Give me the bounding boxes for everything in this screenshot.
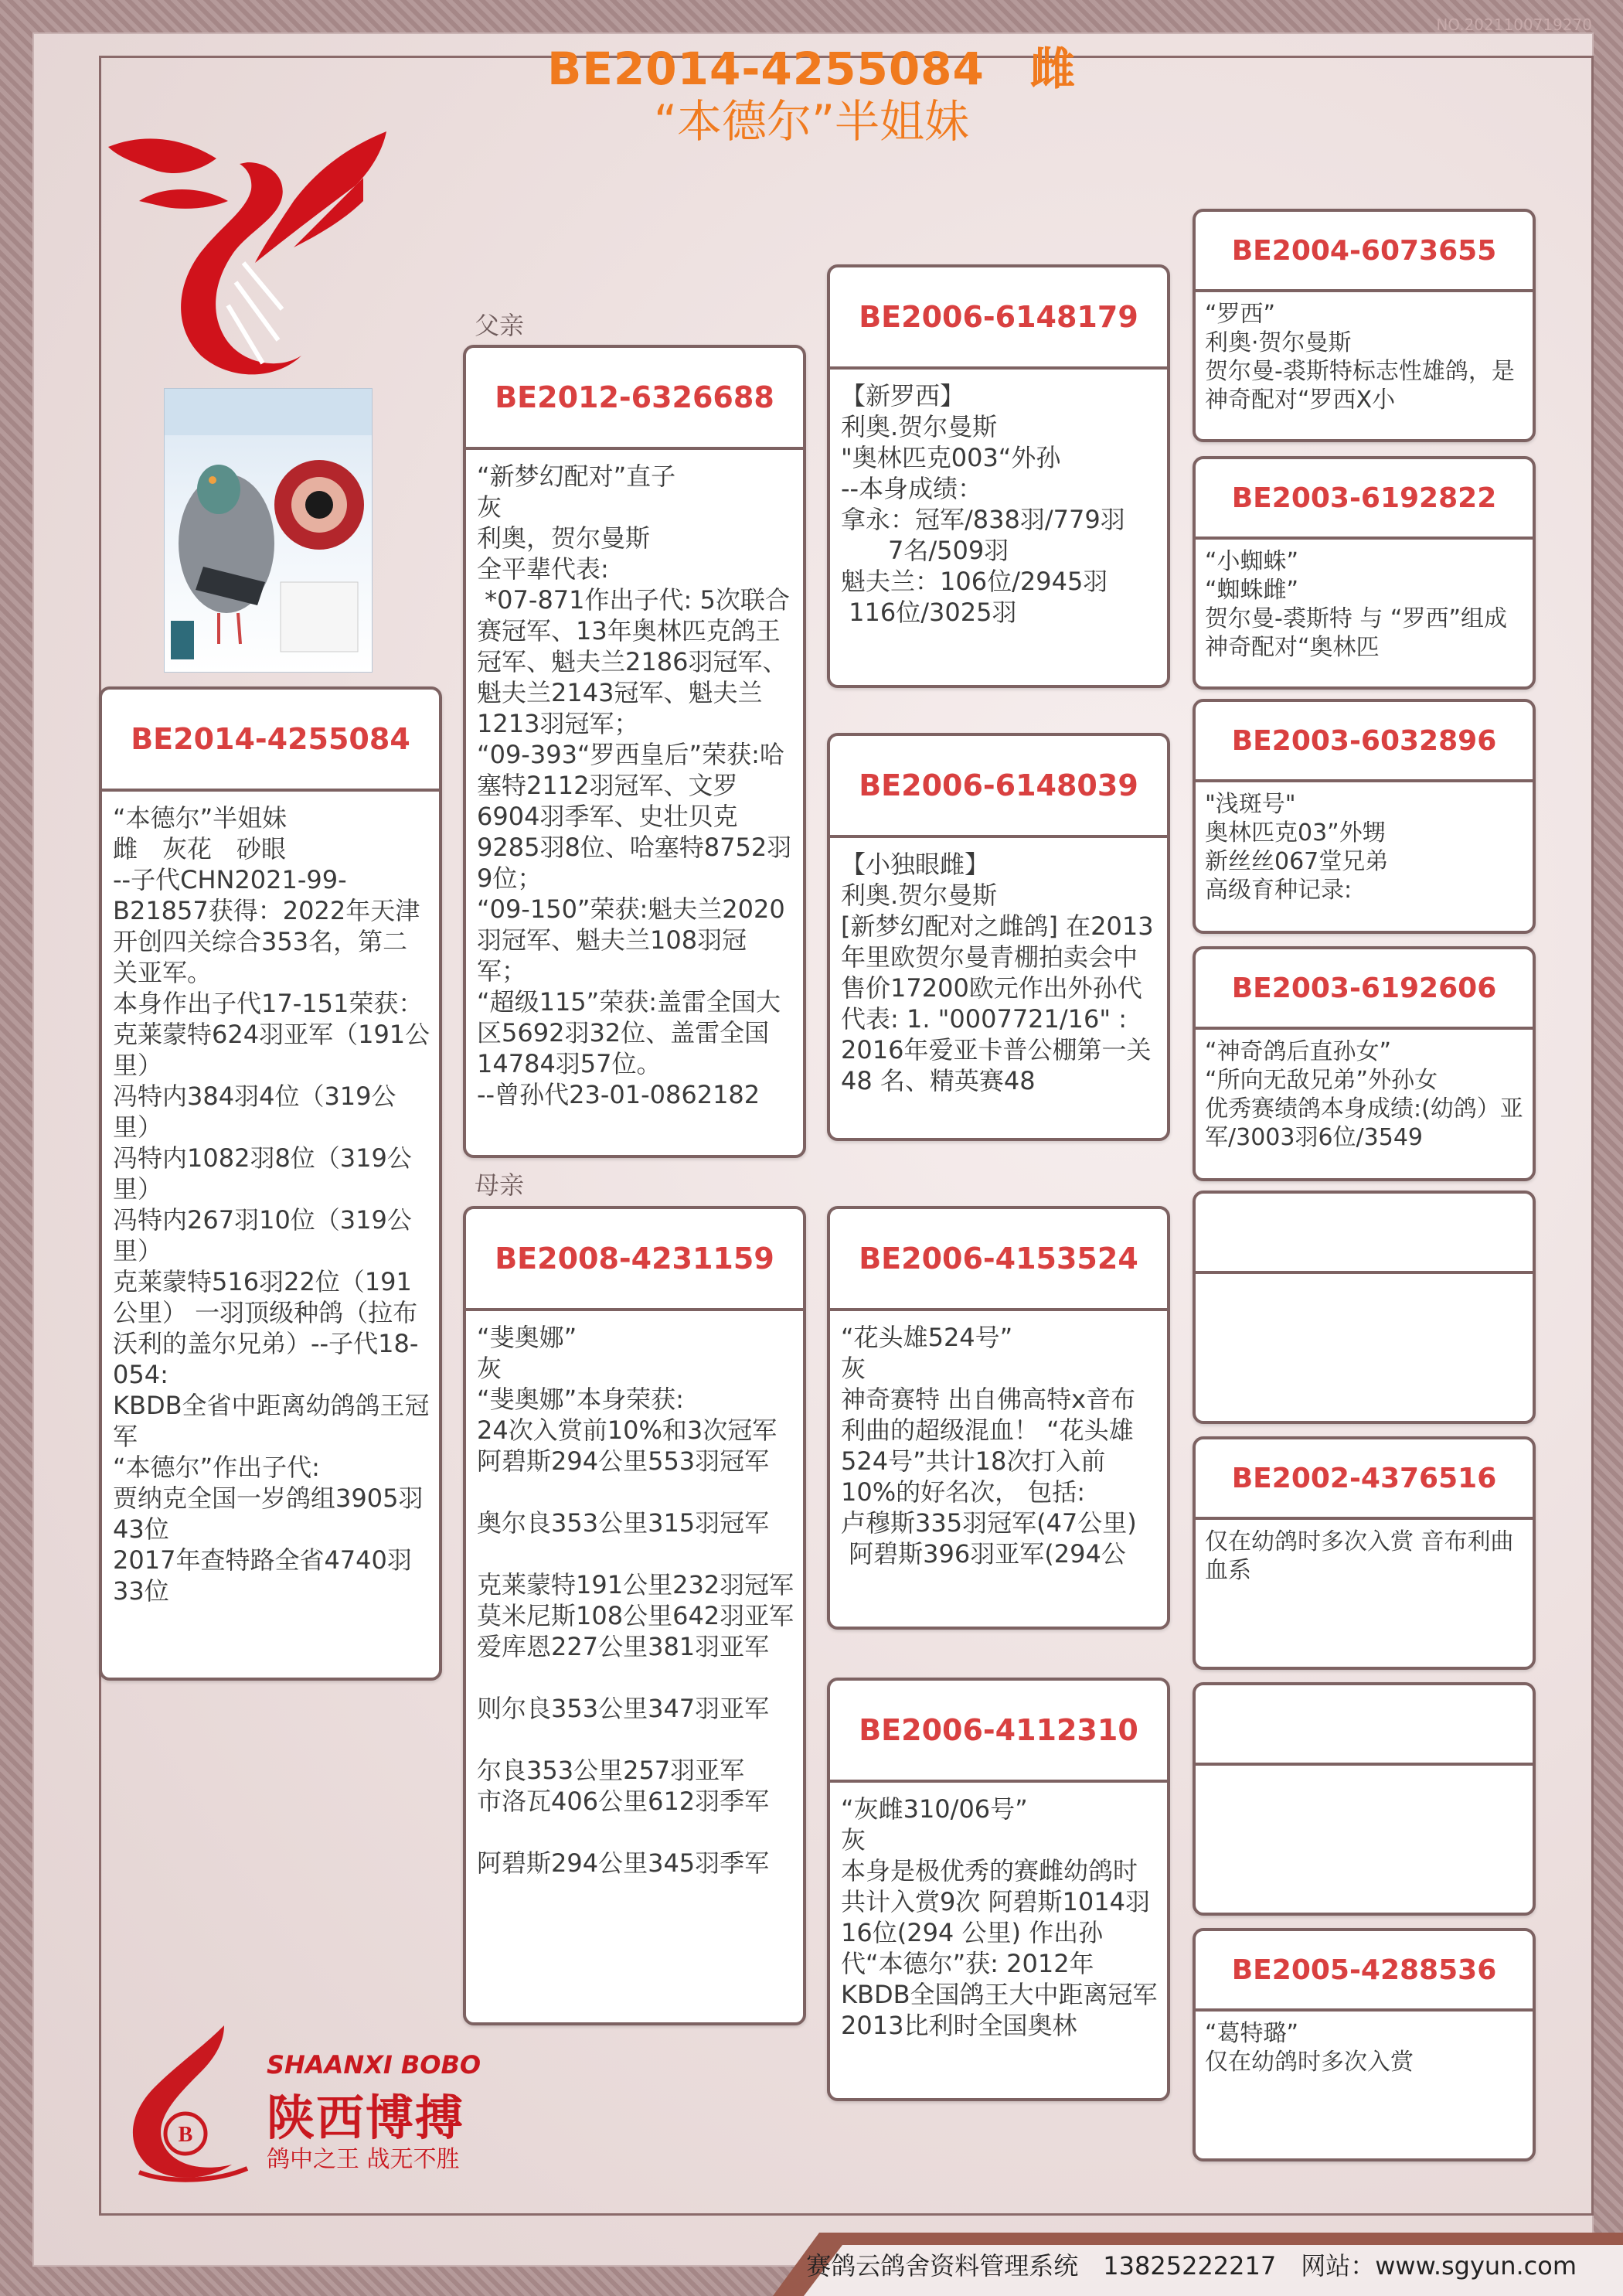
grandparent-card [827, 1678, 1170, 2101]
grandparent-card [827, 733, 1170, 1141]
great-grandparent-details: "浅斑号" 奥林匹克03”外甥 新丝丝067堂兄弟 高级育种记录: [1205, 791, 1389, 904]
grandparent-details: 【小独眼雌】 利奥.贺尔曼斯 [新梦幻配对之雌鸽] 在2013年里欧贺尔曼青棚拍卖会中售价17200欧元作出外孙代 代表: 1. "0007721/16" : 2016年爱亚卡普公棚第一关48 名、精英赛48 [841, 850, 1154, 1095]
father-details: “新梦幻配对”直子 灰 利奥，贺尔曼斯 全平辈代表: *07-871作出子代: 5次联合赛冠军、13年奥林匹克鸽王冠军、魁夫兰2186羽冠军、魁夫兰2143冠军、魁夫兰1213羽冠军； “09-393“罗西皇后”荣获:哈塞特2112羽冠军、文罗6904羽季军、史壮贝克9285羽8位、哈塞特8752羽9位； “09-150”荣获:魁夫兰2020羽冠军、魁夫兰108羽冠军； “超级115”荣获:盖雷全国大区5692羽32位、盖雷全国14784羽57位。 --曾孙代23-01-0862182 [477, 462, 792, 1109]
serial-number: NO.2021100719270 [1436, 15, 1592, 34]
mother-details: “斐奥娜” 灰 “斐奥娜”本身荣获: 24次入赏前10%和3次冠军 阿碧斯294公里553羽冠军 奥尔良353公里315羽冠军 克莱蒙特191公里232羽冠军 莫米尼斯108公里642羽亚军 爱库恩227公里381羽亚军 则尔良353公里347羽亚军 尔良353公里257羽亚军 市洛瓦406公里612羽季军 阿碧斯294公里345羽季军 [477, 1323, 794, 1878]
great-grandparent-details: 仅在幼鸽时多次入赏 音布利曲血系 [1205, 1528, 1514, 1584]
great-grandparent-ring-number [1196, 1194, 1533, 1274]
svg-text:B: B [178, 2123, 193, 2147]
father-label: 父亲 [475, 311, 525, 340]
footer-contact: 赛鸽云鸽舍资料管理系统 13825222217 网站：www.sgyun.com [806, 2251, 1577, 2281]
mother-ring-number: BE2008-4231159 [466, 1209, 803, 1311]
phoenix-logo-icon [93, 116, 394, 394]
great-grandparent-card [1193, 699, 1536, 934]
great-grandparent-card [1193, 1436, 1536, 1670]
father-card [463, 345, 806, 1158]
great-grandparent-ring-number: BE2002-4376516 [1196, 1439, 1533, 1520]
great-grandparent-ring-number: BE2003-6032896 [1196, 702, 1533, 782]
great-grandparent-card-empty [1193, 1191, 1536, 1424]
subject-details: “本德尔”半姐妹 雌 灰花 砂眼 --子代CHN2021-99-B21857获得：2022年天津开创四关综合353名，第二关亚军。 本身作出子代17-151荣获： 克莱蒙特624羽亚军（191公里） 冯特内384羽4位（319公里） 冯特内1082羽8位（319公里） 冯特内267羽10位（319公里） 克莱蒙特516羽22位（191公里） 一羽顶级种鸽（拉布沃利的盖尔兄弟）--子代18-054: KBDB全省中距离幼鸽鸽王冠军 “本德尔”作出子代: 贾纳克全国一岁鸽组3905羽43位 2017年查特路全省4740羽33位 [113, 803, 430, 1606]
grandparent-details: 【新罗西】 利奥.贺尔曼斯 "奥林匹克003“外孙 --本身成绩： 拿永：冠军/838羽/779羽 7名/509羽 魁夫兰：106位/2945羽 116位/3025羽 [841, 381, 1125, 627]
grandparent-card [827, 1206, 1170, 1630]
subject-ring-number: BE2014-4255084 [102, 690, 439, 792]
page-subtitle: “本德尔”半姐妹 [653, 95, 970, 148]
grandparent-card [827, 264, 1170, 688]
great-grandparent-details [1196, 1766, 1533, 1780]
brand-slogan: 鸽中之王 战无不胜 [267, 2146, 460, 2173]
great-grandparent-ring-number: BE2005-4288536 [1196, 1931, 1533, 2012]
grandparent-details: “灰雌310/06号” 灰 本身是极优秀的赛雌幼鸽时共计入赏9次 阿碧斯1014羽16位(294 公里) 作出孙代“本德尔”获: 2012年KBDB全国鸽王大中距离冠军 2013比利时全国奥林 [841, 1794, 1158, 2040]
great-grandparent-details [1196, 1274, 1533, 1288]
mother-card [463, 1206, 806, 2025]
grandparent-details: “花头雄524号” 灰 神奇赛特 出自佛高特x音布利曲的超级混血！ “花头雄524号”共计18次打入前10%的好名次， 包括: 卢穆斯335羽冠军(47公里) 阿碧斯396羽亚军(294公 [841, 1323, 1137, 1569]
mother-label: 母亲 [475, 1170, 525, 1200]
grandparent-ring-number: BE2006-6148039 [830, 736, 1167, 838]
grandparent-ring-number: BE2006-6148179 [830, 267, 1167, 370]
great-grandparent-card [1193, 1928, 1536, 2161]
great-grandparent-details: “葛特璐” 仅在幼鸽时多次入赏 [1205, 2020, 1414, 2076]
great-grandparent-details: “小蜘蛛” “蜘蛛雌” 贺尔曼-裘斯特 与 “罗西”组成神奇配对“奥林匹 [1205, 548, 1507, 661]
grandparent-ring-number: BE2006-4112310 [830, 1681, 1167, 1783]
subject-card [99, 686, 442, 1681]
great-grandparent-ring-number: BE2003-6192822 [1196, 459, 1533, 540]
great-grandparent-details: “神奇鸽后直孙女” “所向无敌兄弟”外孙女 优秀赛绩鸽本身成绩:(幼鸽）亚军/3003羽6位/3549 [1205, 1038, 1523, 1151]
brand-phoenix-icon [108, 2018, 263, 2188]
brand-name-chinese: 陕西博搏 [267, 2090, 465, 2146]
great-grandparent-card [1193, 456, 1536, 690]
great-grandparent-ring-number [1196, 1685, 1533, 1766]
father-ring-number: BE2012-6326688 [466, 348, 803, 450]
great-grandparent-ring-number: BE2004-6073655 [1196, 212, 1533, 292]
pigeon-poster-image [164, 388, 373, 673]
brand-name-english: SHAANXI BOBO [267, 2050, 481, 2080]
great-grandparent-details: “罗西” 利奥·贺尔曼斯 贺尔曼-裘斯特标志性雄鸽，是神奇配对“罗西X小 [1205, 301, 1515, 414]
grandparent-ring-number: BE2006-4153524 [830, 1209, 1167, 1311]
page-title: BE2014-4255084 雌 [547, 43, 1076, 95]
great-grandparent-card-empty [1193, 1682, 1536, 1916]
great-grandparent-card [1193, 946, 1536, 1181]
great-grandparent-ring-number: BE2003-6192606 [1196, 949, 1533, 1030]
great-grandparent-card [1193, 209, 1536, 442]
